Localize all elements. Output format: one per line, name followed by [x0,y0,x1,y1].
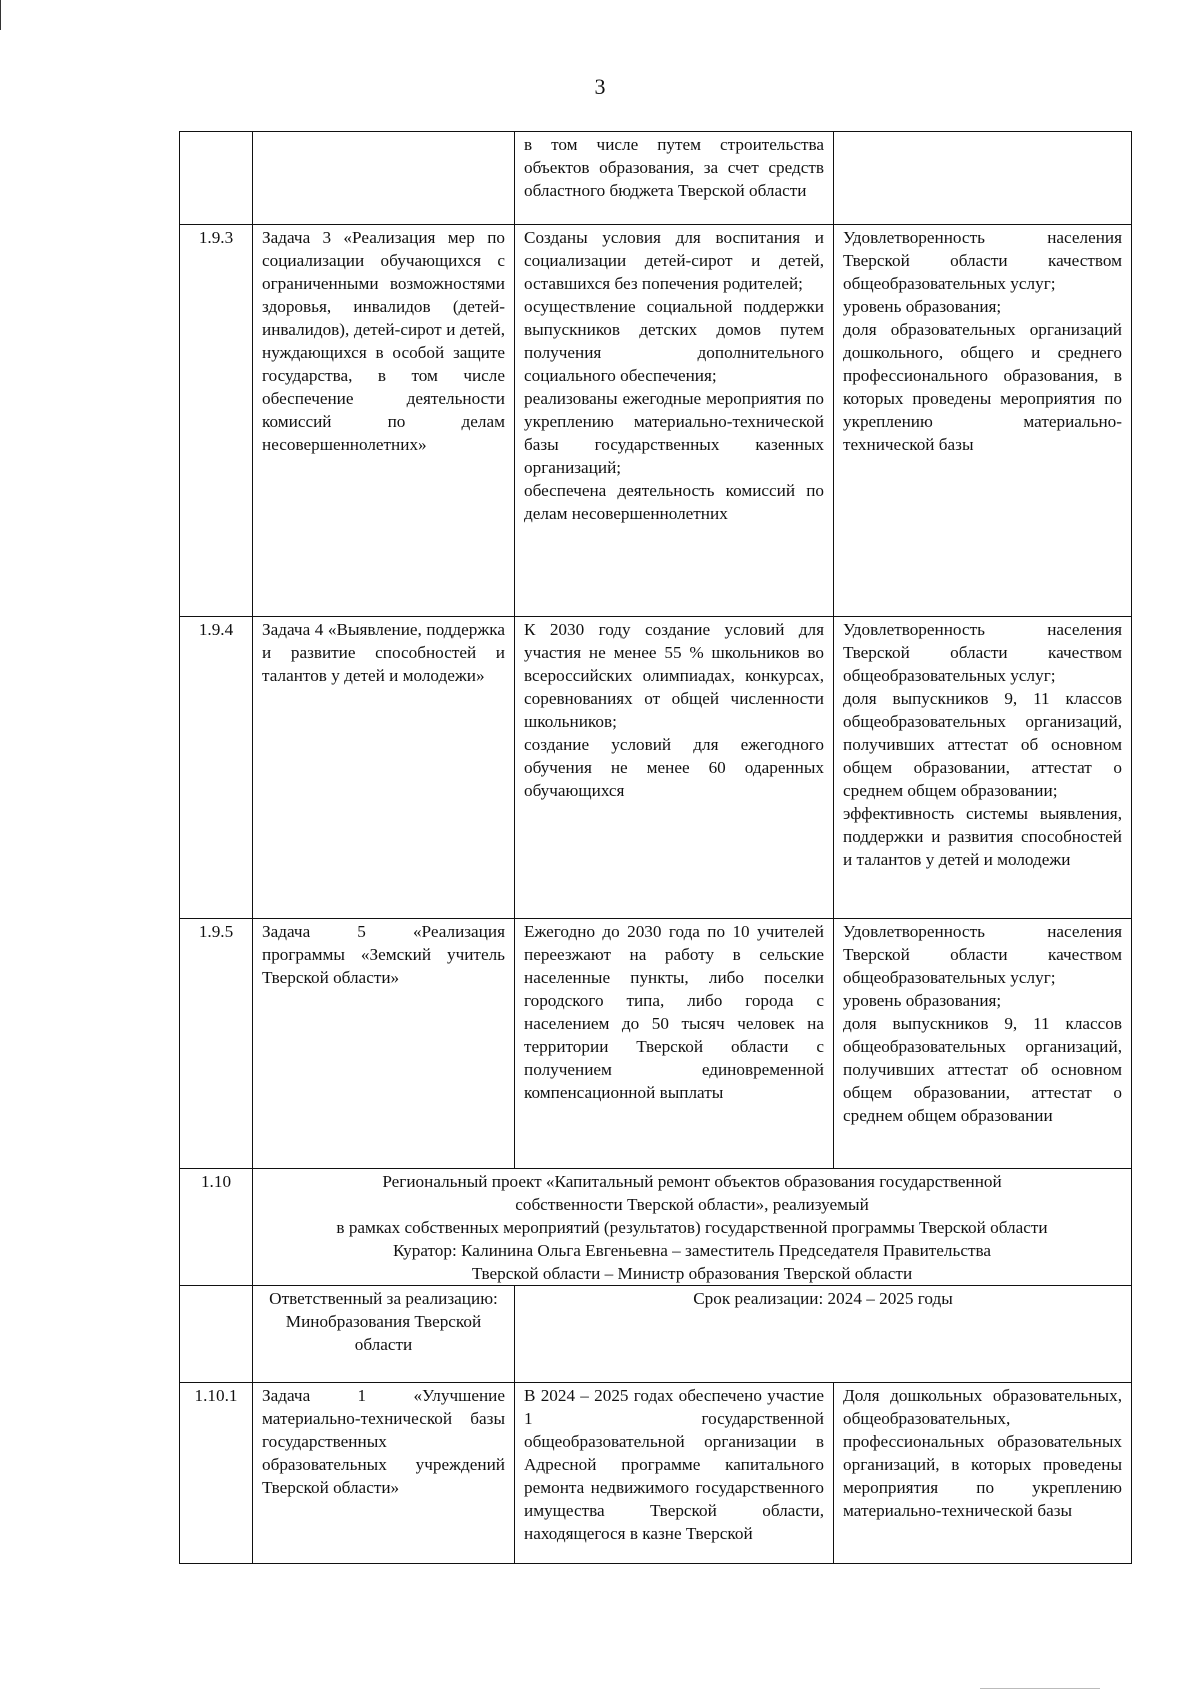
result-paragraph: В 2024 – 2025 годах обеспечено участие 1 государственной общеобразовательной организации в Адресной программе капитального ремонта недвижимого государственного имущества Тверской области, находящегося в казне Тверской [524,1386,824,1543]
row-number: 1.9.5 [180,919,253,1169]
project-line: Тверской области – Министр образования Тверской области [471,1264,913,1283]
indicator-paragraph: Доля дошкольных образовательных, общеобразовательных, профессиональных образовательных организаций, в которых проведены мероприятия по укреплению материально-технической базы [843,1386,1122,1520]
indicator-cell [834,225,1132,617]
responsible-cell: Ответственный за реализацию: Минобразования Тверской области [253,1286,515,1383]
scan-edge-mark [0,0,1,30]
result-paragraph: Ежегодно до 2030 года по 10 учителей переезжают на работу в сельские населенные пункты, либо поселки городского типа, либо города с населением до 50 тысяч человек на территории Тверской области с получением единовременной компенсационной выплаты [524,922,824,1102]
row-number: 1.9.4 [180,617,253,919]
result-paragraph: создание условий для ежегодного обучения не менее 60 одаренных обучающихся [524,735,824,800]
project-line: собственности Тверской области», реализуемый [515,1195,869,1214]
result-paragraph: К 2030 году создание условий для участия не менее 55 % школьников во всероссийских олимпиадах, конкурсах, соревнованиях от общей численности школьников; [524,620,824,731]
task-cell [253,617,515,919]
row-number [180,1286,253,1383]
task-text: Задача 1 «Улучшение материально-технической базы государственных образовательных учреждений Тверской области» [262,1386,505,1497]
table-row [180,225,1132,617]
result-cell [515,919,834,1169]
indicator-paragraph: доля выпускников 9, 11 классов общеобразовательных организаций, получивших аттестат об основном общем образовании, аттестат о среднем общем образовании [843,1014,1122,1125]
table-row [180,919,1132,1169]
indicator-paragraph: Удовлетворенность населения Тверской области качеством общеобразовательных услуг; [843,922,1122,987]
task-text: Задача 5 «Реализация программы «Земский учитель Тверской области» [262,922,505,987]
table-row [180,1383,1132,1564]
indicator-paragraph: Удовлетворенность населения Тверской области качеством общеобразовательных услуг; [843,228,1122,293]
indicator-paragraph: Удовлетворенность населения Тверской области качеством общеобразовательных услуг; [843,620,1122,685]
result-cell [515,225,834,617]
row-number: 1.10.1 [180,1383,253,1564]
indicator-paragraph: уровень образования; [843,297,1002,316]
project-row [180,1169,1132,1286]
table-row [180,617,1132,919]
page-number: 3 [594,74,606,99]
program-table [179,131,1132,1564]
row-number [180,132,253,225]
indicator-paragraph: доля выпускников 9, 11 классов общеобразовательных организаций, получивших аттестат об основном общем образовании, аттестат о среднем общем образовании; [843,689,1122,800]
responsible-row [180,1286,1132,1383]
row-number: 1.9.3 [180,225,253,617]
task-cell [253,1383,515,1564]
result-paragraph: реализованы ежегодные мероприятия по укреплению материально-технической базы государственных казенных организаций; [524,389,824,477]
indicator-cell [834,919,1132,1169]
indicator-paragraph: эффективность системы выявления, поддержки и развития способностей и талантов у детей и молодежи [843,804,1122,869]
result-cell [515,132,834,225]
result-paragraph: обеспечена деятельность комиссий по делам несовершеннолетних [524,481,824,523]
indicator-paragraph: доля образовательных организаций дошкольного, общего и среднего профессионального образования, в которых проведены мероприятия по укреплению материально-технической базы [843,320,1122,454]
task-cell [253,919,515,1169]
task-cell [253,132,515,225]
result-paragraph: Созданы условия для воспитания и социализации детей-сирот и детей, оставшихся без попечения родителей; [524,228,824,293]
indicator-cell [834,132,1132,225]
indicator-cell [834,617,1132,919]
row-number: 1.10 [180,1169,253,1286]
task-cell [253,225,515,617]
table-row [180,132,1132,225]
project-line: Региональный проект «Капитальный ремонт объектов образования государственной [382,1172,1002,1191]
result-cell [515,1383,834,1564]
result-paragraph: осуществление социальной поддержки выпускников детских домов путем получения дополнительного социального обеспечения; [524,297,824,385]
project-line: Куратор: Калинина Ольга Евгеньевна – заместитель Председателя Правительства [392,1241,991,1260]
result-paragraph: в том числе путем строительства объектов образования, за счет средств областного бюджета Тверской области [524,135,824,200]
scan-edge-mark [980,1688,1100,1689]
indicator-cell [834,1383,1132,1564]
task-text: Задача 3 «Реализация мер по социализации обучающихся с ограниченными возможностями здоровья, инвалидов (детей-инвалидов), детей-сирот и детей, нуждающихся в особой защите государства, в том числе обеспечение деятельности комиссий по делам несовершеннолетних» [262,228,505,454]
project-line: в рамках собственных мероприятий (результатов) государственной программы Тверской области [336,1218,1048,1237]
indicator-paragraph: уровень образования; [843,991,1002,1010]
period-cell: Срок реализации: 2024 – 2025 годы [515,1286,1132,1383]
result-cell [515,617,834,919]
task-text: Задача 4 «Выявление, поддержка и развитие способностей и талантов у детей и молодежи» [262,620,505,685]
project-header-cell [253,1169,1132,1286]
